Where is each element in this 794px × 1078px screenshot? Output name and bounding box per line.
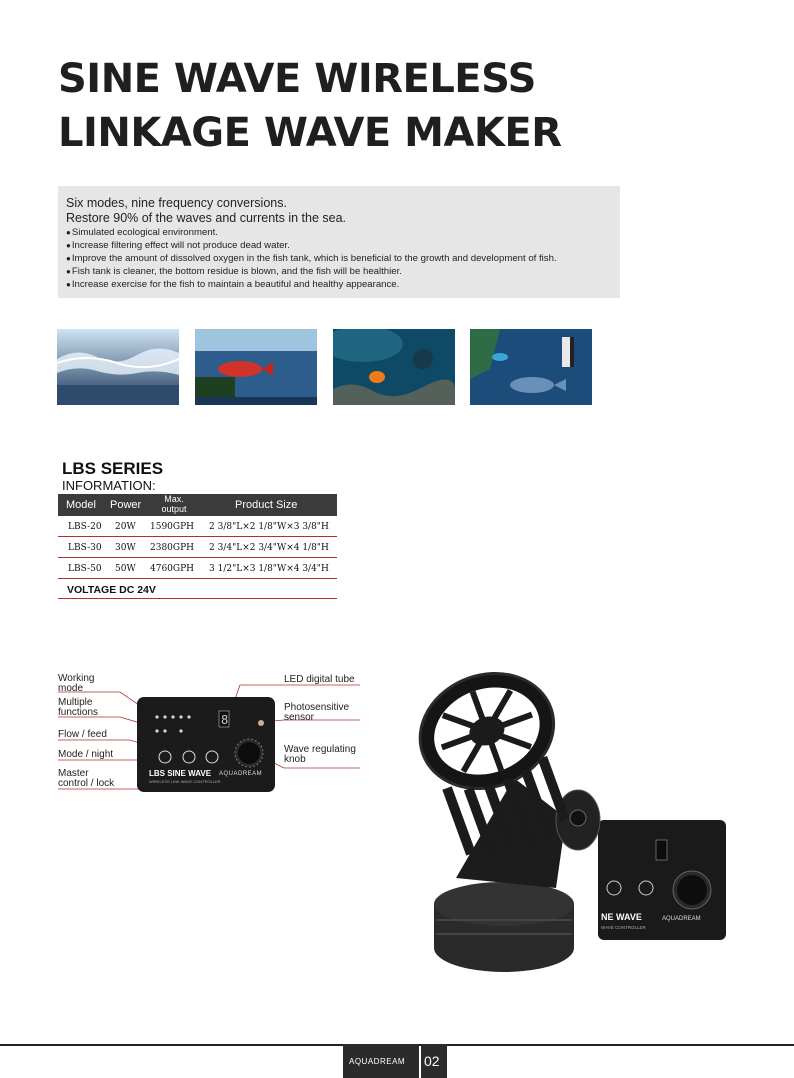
cell-power: 20W [115, 522, 136, 532]
footer-page-number [421, 1044, 447, 1078]
callout-text: Master [58, 768, 89, 779]
cell-model: LBS-30 [68, 543, 102, 553]
controller2-label: NE WAVE [601, 912, 642, 922]
cell-power: 30W [115, 543, 136, 553]
callout-text: functions [58, 707, 99, 718]
cell-size: 3 1/2"L×3 1/8"W×4 3/4"H [209, 564, 329, 574]
callout-led-tube: LED digital tube [284, 674, 355, 685]
controller-sublabel: WIRELESS LINK WAVE CONTROLLER [149, 779, 221, 784]
callout-text: Photosensitive [284, 702, 350, 713]
callout-mode-night: Mode / night [58, 749, 114, 760]
callout-text: sensor [284, 712, 315, 723]
header-max-output: Max. output [161, 494, 187, 514]
voltage-value: VOLTAGE DC 24V [67, 584, 156, 596]
intro-line-2: Restore 90% of the waves and currents in the sea. [66, 211, 347, 225]
footer-brand-text: AQUADREAM [349, 1057, 406, 1066]
controller-illustration [137, 697, 275, 792]
callout-text: mode [58, 683, 84, 694]
cell-power: 50W [115, 564, 136, 574]
header-model: Model [66, 499, 96, 511]
title-line-1: SINE WAVE WIRELESS [58, 56, 536, 102]
callout-flow-feed: Flow / feed [58, 729, 107, 740]
intro-bullet: ● Fish tank is cleaner, the bottom residue is blown, and the fish will be healthier. [66, 265, 557, 278]
controller2-sublabel: WAVE CONTROLLER [601, 925, 646, 930]
intro-line-1: Six modes, nine frequency conversions. [66, 196, 287, 210]
callout-text: Multiple [58, 697, 93, 708]
svg-text:8: 8 [221, 713, 229, 727]
footer-brand [343, 1044, 419, 1078]
controller-label: LBS SINE WAVE [149, 769, 212, 778]
intro-bullet: ● Improve the amount of dissolved oxygen in the fish tank, which is beneficial to the growth and development of fish. [66, 252, 557, 265]
cell-size: 2 3/4"L×2 3/4"W×4 1/8"H [209, 543, 329, 553]
title-line-2: LINKAGE WAVE MAKER [58, 110, 562, 156]
callout-text: knob [284, 754, 306, 765]
callout-wave-knob [284, 745, 356, 765]
cell-output: 1590GPH [150, 522, 194, 532]
series-title: LBS SERIES [62, 459, 164, 478]
controller-brand: AQUADREAM [219, 771, 263, 777]
intro-bullet: ● Increase exercise for the fish to maintain a beautiful and healthy appearance. [66, 278, 557, 291]
cell-model: LBS-20 [68, 522, 102, 532]
header-product-size: Product Size [235, 499, 298, 511]
callout-text: control / lock [58, 778, 115, 789]
cell-output: 2380GPH [150, 543, 194, 553]
cell-size: 2 3/8"L×2 1/8"W×3 3/8"H [209, 522, 329, 532]
cell-output: 4760GPH [150, 564, 194, 574]
callout-photosensitive [284, 703, 349, 723]
information-label: INFORMATION: [62, 478, 156, 493]
header-power: Power [110, 499, 142, 511]
wave-maker-product-image [396, 668, 730, 988]
intro-bullet: ● Increase filtering effect will not produce dead water. [66, 239, 557, 252]
callout-text: Wave regulating [284, 744, 356, 755]
callout-text: Working [58, 673, 95, 684]
cell-model: LBS-50 [68, 564, 102, 574]
page-number: 02 [424, 1053, 440, 1069]
controller2-brand: AQUADREAM [662, 916, 701, 922]
callout-multiple-functions [58, 698, 98, 718]
callout-master-control [58, 769, 114, 789]
intro-bullet: ● Simulated ecological environment. [66, 226, 557, 239]
callout-working-mode [58, 674, 95, 694]
